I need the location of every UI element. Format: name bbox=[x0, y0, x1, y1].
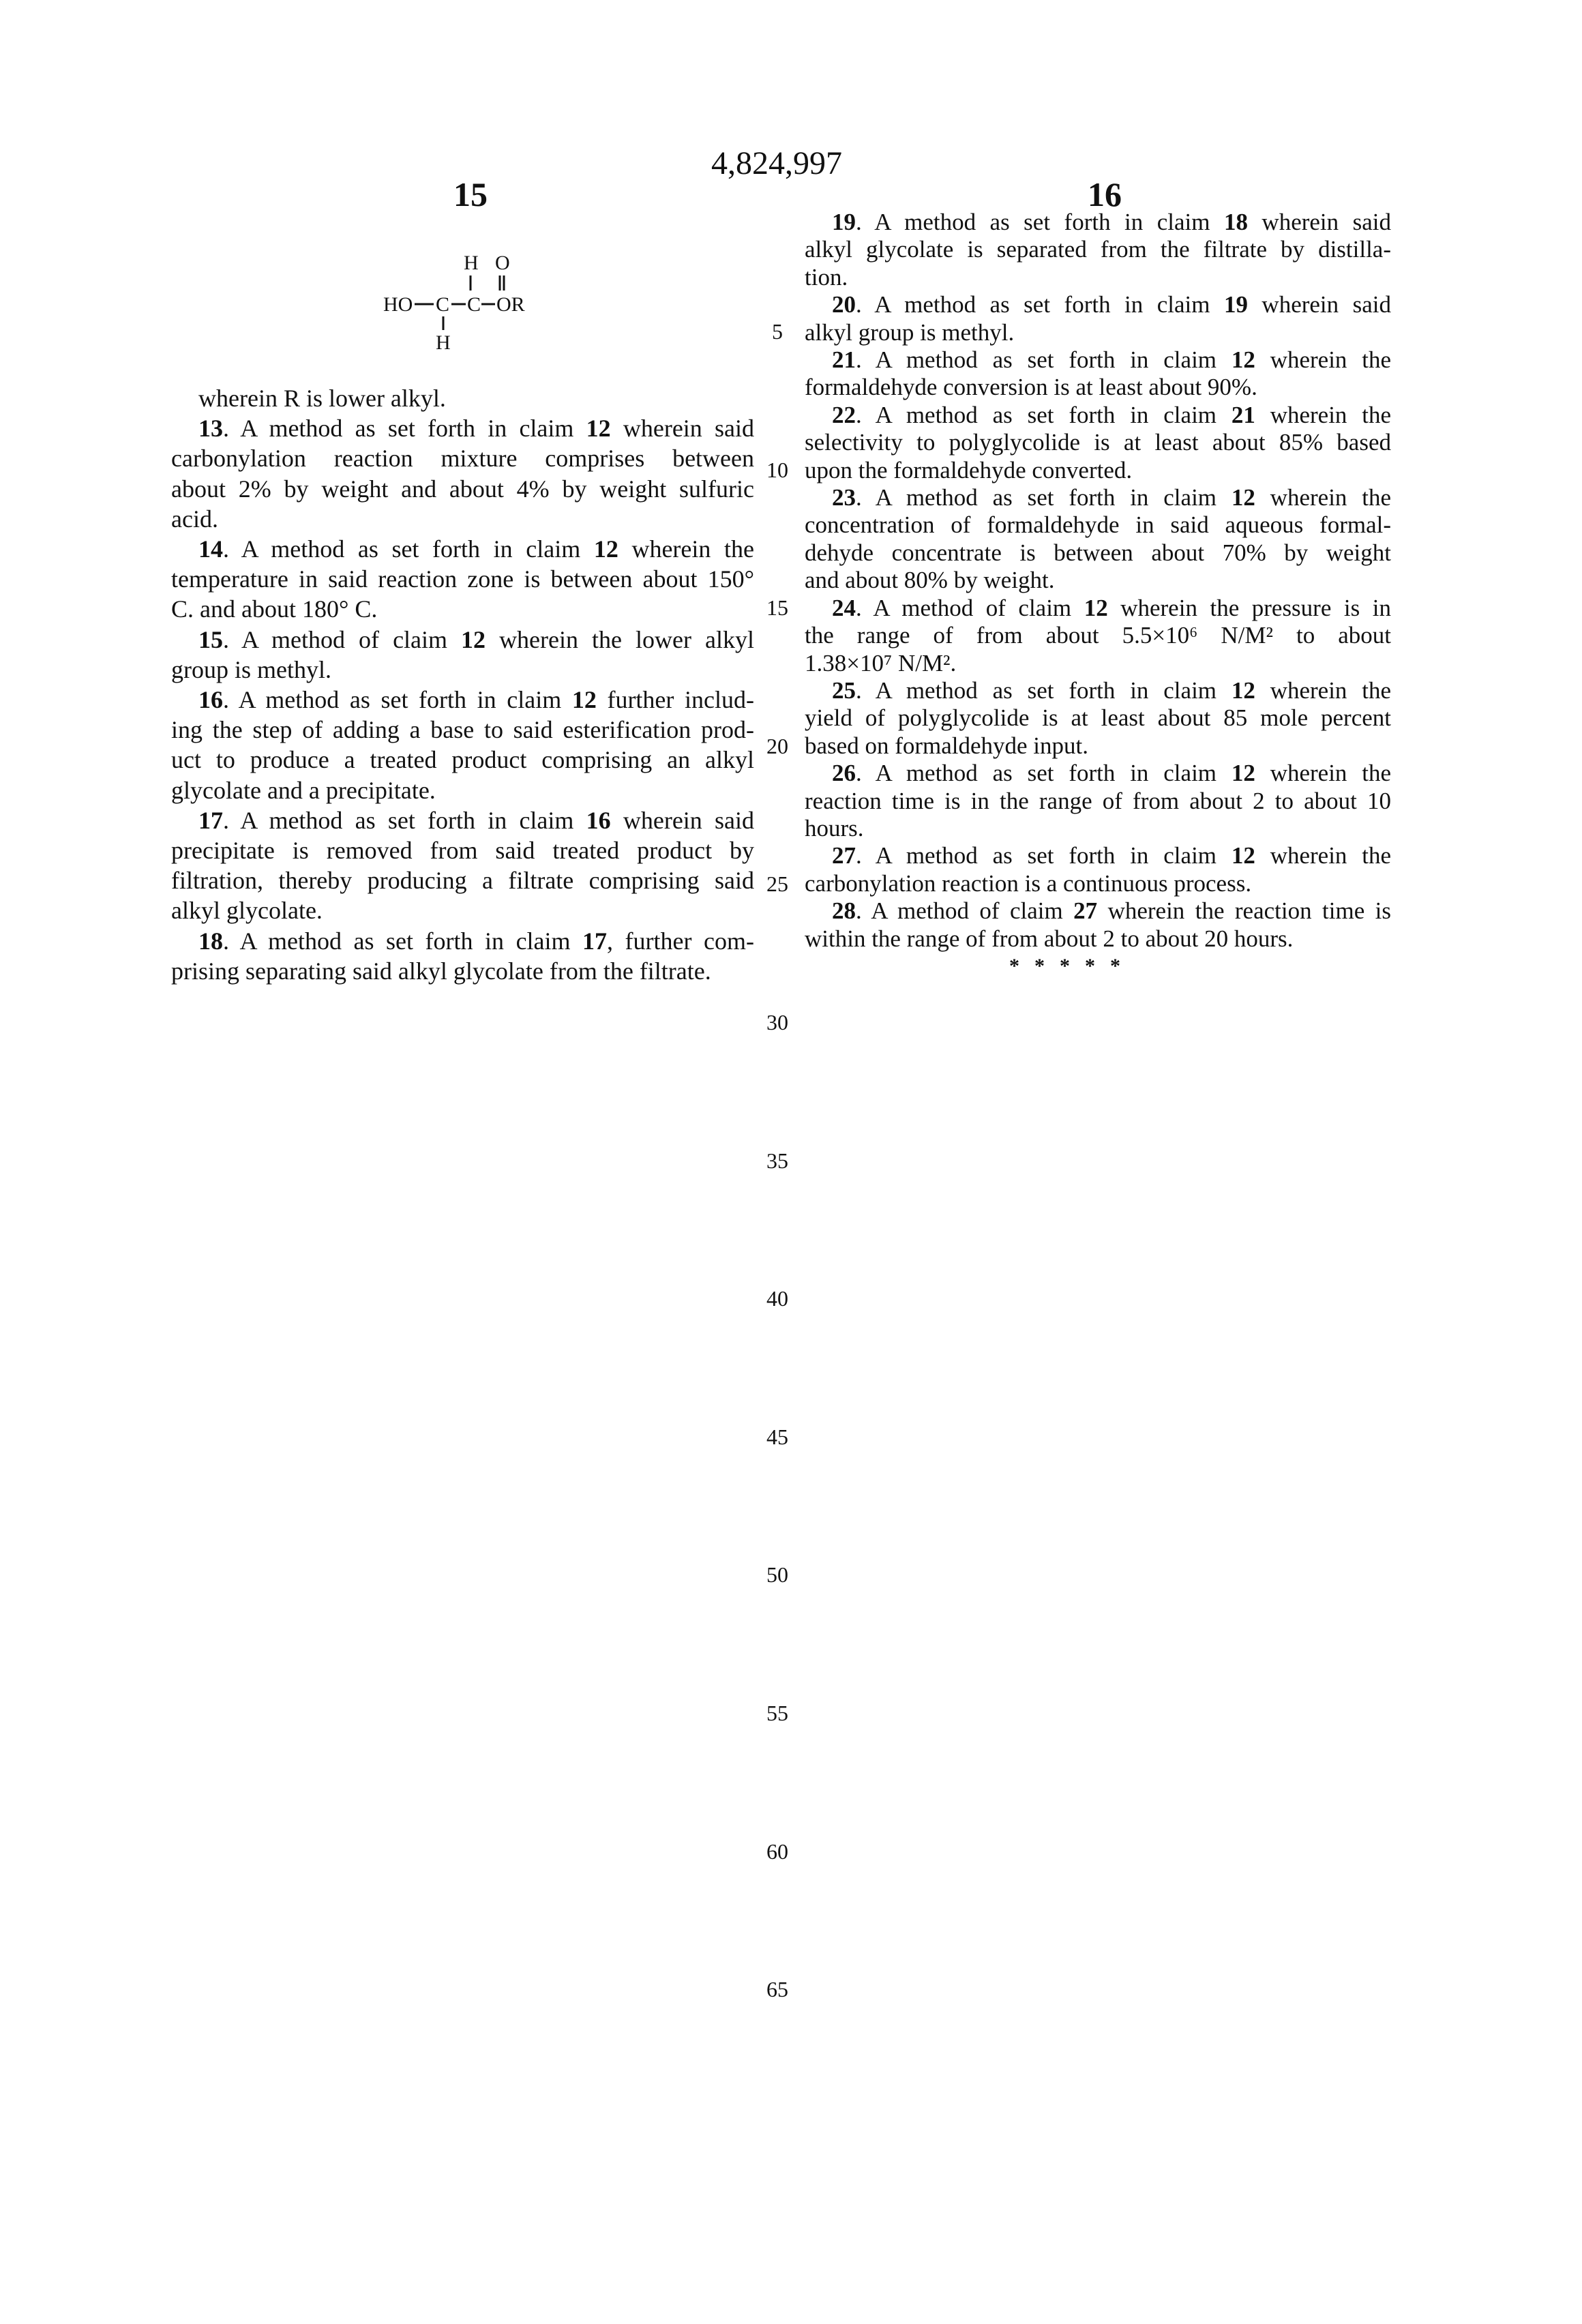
text-line bbox=[171, 685, 754, 715]
line-number: 5 bbox=[757, 319, 798, 344]
line-number: 65 bbox=[757, 1977, 798, 2002]
text-line bbox=[171, 715, 754, 745]
claim-paragraph bbox=[805, 842, 1391, 897]
claim-number: 12 bbox=[1084, 595, 1108, 621]
end-marker: ***** bbox=[1009, 955, 1135, 978]
claim-text: wherein the bbox=[618, 535, 754, 563]
claim-text: within the range of from about 2 to about 20 hours. bbox=[805, 925, 1293, 952]
text-line bbox=[171, 413, 754, 443]
text-line bbox=[171, 835, 754, 865]
claim-paragraph bbox=[171, 534, 754, 625]
claim-text: reaction time is in the range of from about 2 to about 10 bbox=[805, 788, 1391, 814]
claim-text: . A method as set forth in claim bbox=[223, 535, 594, 563]
text-line bbox=[805, 429, 1391, 456]
claim-number: 17 bbox=[582, 927, 607, 955]
claim-text: based on formaldehyde input. bbox=[805, 732, 1088, 759]
text-line bbox=[805, 511, 1391, 539]
claim-number: 13 bbox=[198, 415, 223, 442]
claim-paragraph bbox=[171, 383, 754, 413]
claim-paragraph bbox=[805, 484, 1391, 595]
claim-text: temperature in said reaction zone is between about 150° bbox=[171, 565, 754, 593]
text-line bbox=[171, 865, 754, 895]
claim-text: group is methyl. bbox=[171, 656, 331, 683]
claim-text: concentration of formaldehyde in said aqueous formal- bbox=[805, 511, 1391, 538]
text-line bbox=[805, 870, 1391, 897]
claim-text: . A method as set forth in claim bbox=[223, 807, 586, 834]
claim-number: 18 bbox=[1224, 209, 1248, 235]
claim-number: 25 bbox=[832, 677, 856, 704]
text-line bbox=[805, 457, 1391, 484]
formula-atom-h-bottom: H bbox=[436, 331, 451, 354]
claim-text: alkyl glycolate is separated from the filtrate by distilla- bbox=[805, 236, 1391, 263]
claim-text: carbonylation reaction is a continuous process. bbox=[805, 870, 1251, 897]
claim-text: . A method of claim bbox=[856, 595, 1084, 621]
text-line bbox=[805, 704, 1391, 732]
text-line bbox=[805, 484, 1391, 511]
text-line bbox=[805, 209, 1391, 236]
claim-paragraph bbox=[171, 625, 754, 685]
text-line bbox=[805, 236, 1391, 263]
claim-text: prising separating said alkyl glycolate from the filtrate. bbox=[171, 957, 711, 985]
text-line bbox=[805, 319, 1391, 346]
line-number: 15 bbox=[757, 595, 798, 621]
text-line bbox=[805, 677, 1391, 704]
text-line bbox=[171, 534, 754, 564]
formula-atom-o-top: O bbox=[495, 252, 510, 274]
claim-text: upon the formaldehyde converted. bbox=[805, 457, 1132, 483]
claim-number: 18 bbox=[198, 927, 223, 955]
claim-text: , further com- bbox=[607, 927, 754, 955]
chemical-structure-formula bbox=[368, 245, 559, 361]
claim-text: . A method as set forth in claim bbox=[856, 842, 1232, 869]
claim-text: wherein said bbox=[1248, 209, 1391, 235]
claim-paragraph bbox=[805, 209, 1391, 291]
claim-text: wherein the bbox=[1255, 484, 1391, 511]
claim-number: 20 bbox=[832, 291, 856, 318]
text-line bbox=[171, 504, 754, 534]
claim-text: . A method as set forth in claim bbox=[856, 346, 1232, 373]
claim-text: alkyl glycolate. bbox=[171, 897, 323, 924]
text-line bbox=[805, 760, 1391, 787]
line-number: 25 bbox=[757, 872, 798, 897]
claim-text: . A method as set forth in claim bbox=[856, 402, 1232, 428]
claim-text: the range of from about 5.5×10⁶ N/M² to about bbox=[805, 622, 1391, 649]
claim-number: 12 bbox=[461, 626, 486, 653]
text-line bbox=[805, 346, 1391, 374]
claim-text: hours. bbox=[805, 815, 864, 841]
text-line bbox=[171, 956, 754, 986]
claim-text: C. and about 180° C. bbox=[171, 595, 377, 623]
claim-text: wherein the pressure is in bbox=[1108, 595, 1391, 621]
line-number: 45 bbox=[757, 1425, 798, 1450]
claim-text: carbonylation reaction mixture comprises between bbox=[171, 445, 754, 472]
claim-paragraph bbox=[171, 413, 754, 534]
claim-text: . A method of claim bbox=[856, 897, 1073, 924]
claim-text: wherein the lower alkyl bbox=[486, 626, 754, 653]
text-line bbox=[171, 625, 754, 655]
formula-atom-h-top: H bbox=[464, 252, 479, 274]
line-number: 55 bbox=[757, 1701, 798, 1726]
claim-number: 12 bbox=[594, 535, 618, 563]
claim-number: 12 bbox=[1232, 484, 1255, 511]
text-line bbox=[171, 926, 754, 956]
claim-text: yield of polyglycolide is at least about 85 mole percent bbox=[805, 704, 1391, 731]
claim-paragraph bbox=[805, 677, 1391, 760]
claim-text: uct to produce a treated product comprising an alkyl bbox=[171, 746, 754, 773]
claim-number: 22 bbox=[832, 402, 856, 428]
claim-text: wherein the bbox=[1255, 842, 1391, 869]
claim-text: wherein said bbox=[1248, 291, 1391, 318]
claim-text: wherein the bbox=[1255, 677, 1391, 704]
text-line bbox=[171, 443, 754, 473]
claim-text: precipitate is removed from said treated product by bbox=[171, 837, 754, 864]
text-line bbox=[171, 805, 754, 835]
claim-text: formaldehyde conversion is at least about 90%. bbox=[805, 374, 1257, 400]
formula-atom-c1: C bbox=[436, 293, 449, 316]
claim-text: alkyl group is methyl. bbox=[805, 319, 1014, 346]
claim-text: tion. bbox=[805, 264, 848, 290]
claim-number: 14 bbox=[198, 535, 223, 563]
text-line bbox=[805, 842, 1391, 869]
claim-text: . A method as set forth in claim bbox=[856, 677, 1232, 704]
claim-text: wherein said bbox=[611, 807, 754, 834]
claim-paragraph bbox=[805, 595, 1391, 677]
formula-group-or: OR bbox=[496, 293, 525, 316]
claim-number: 12 bbox=[1232, 760, 1255, 786]
claim-number: 12 bbox=[1232, 842, 1255, 869]
claim-number: 12 bbox=[572, 686, 597, 713]
claim-text: acid. bbox=[171, 505, 218, 533]
claim-paragraph bbox=[805, 760, 1391, 842]
claim-text: further includ- bbox=[597, 686, 754, 713]
claim-text: filtration, thereby producing a filtrate comprising said bbox=[171, 867, 754, 894]
claim-text: 1.38×10⁷ N/M². bbox=[805, 650, 956, 676]
text-line bbox=[171, 474, 754, 504]
formula-atom-c2: C bbox=[467, 293, 481, 316]
text-line bbox=[805, 788, 1391, 815]
claim-number: 17 bbox=[198, 807, 223, 834]
text-line bbox=[171, 745, 754, 775]
claim-paragraph bbox=[171, 685, 754, 805]
claim-text: . A method as set forth in claim bbox=[223, 927, 582, 955]
text-line bbox=[805, 567, 1391, 594]
text-line bbox=[805, 291, 1391, 318]
claim-text: about 2% by weight and about 4% by weight sulfuric bbox=[171, 475, 754, 503]
line-number: 60 bbox=[757, 1839, 798, 1864]
claim-number: 21 bbox=[832, 346, 856, 373]
claim-number: 28 bbox=[832, 897, 856, 924]
text-line bbox=[171, 564, 754, 594]
right-column-claims bbox=[805, 209, 1391, 953]
claim-text: . A method as set forth in claim bbox=[856, 209, 1224, 235]
claim-text: and about 80% by weight. bbox=[805, 567, 1054, 593]
line-number: 10 bbox=[757, 458, 798, 483]
claim-number: 27 bbox=[1073, 897, 1097, 924]
claim-number: 16 bbox=[586, 807, 611, 834]
claim-paragraph bbox=[805, 346, 1391, 402]
patent-number: 4,824,997 bbox=[0, 145, 1553, 182]
text-line bbox=[171, 383, 754, 413]
text-line bbox=[805, 897, 1391, 925]
claim-number: 26 bbox=[832, 760, 856, 786]
left-column-claims bbox=[171, 383, 754, 986]
claim-text: . A method of claim bbox=[223, 626, 461, 653]
text-line bbox=[805, 622, 1391, 649]
right-column-number: 16 bbox=[1071, 175, 1139, 214]
claim-number: 12 bbox=[1232, 346, 1255, 373]
claim-text: selectivity to polyglycolide is at least about 85% based bbox=[805, 429, 1391, 456]
claim-paragraph bbox=[805, 402, 1391, 484]
text-line bbox=[805, 402, 1391, 429]
text-line bbox=[805, 264, 1391, 291]
text-line bbox=[805, 650, 1391, 677]
claim-paragraph bbox=[171, 926, 754, 986]
claim-number: 19 bbox=[832, 209, 856, 235]
line-number: 50 bbox=[757, 1562, 798, 1588]
claim-text: wherein the bbox=[1255, 760, 1391, 786]
claim-text: . A method as set forth in claim bbox=[223, 415, 586, 442]
claim-text: . A method as set forth in claim bbox=[856, 760, 1232, 786]
left-column-number: 15 bbox=[436, 175, 505, 214]
line-number: 20 bbox=[757, 734, 798, 759]
text-line bbox=[805, 374, 1391, 401]
claim-text: wherein the bbox=[1255, 346, 1391, 373]
text-line bbox=[171, 655, 754, 685]
claim-text: . A method as set forth in claim bbox=[856, 484, 1232, 511]
text-line bbox=[805, 732, 1391, 760]
claim-number: 21 bbox=[1232, 402, 1255, 428]
text-line bbox=[805, 925, 1391, 953]
claim-paragraph bbox=[805, 291, 1391, 346]
claim-number: 15 bbox=[198, 626, 223, 653]
line-number: 30 bbox=[757, 1010, 798, 1035]
text-line bbox=[805, 595, 1391, 622]
line-number: 35 bbox=[757, 1148, 798, 1174]
text-line bbox=[171, 895, 754, 925]
formula-group-ho: HO bbox=[383, 293, 413, 316]
text-line bbox=[171, 775, 754, 805]
claim-number: 27 bbox=[832, 842, 856, 869]
text-line bbox=[805, 815, 1391, 842]
claim-number: 19 bbox=[1224, 291, 1248, 318]
line-number: 40 bbox=[757, 1286, 798, 1311]
claim-paragraph bbox=[805, 897, 1391, 953]
claim-text: ing the step of adding a base to said esterification prod- bbox=[171, 716, 754, 743]
claim-paragraph bbox=[171, 805, 754, 926]
claim-text: . A method as set forth in claim bbox=[223, 686, 572, 713]
claim-text: . A method as set forth in claim bbox=[856, 291, 1224, 318]
claim-text: wherein the reaction time is bbox=[1097, 897, 1391, 924]
claim-number: 12 bbox=[1232, 677, 1255, 704]
claim-number: 23 bbox=[832, 484, 856, 511]
claim-number: 12 bbox=[586, 415, 611, 442]
text-line bbox=[171, 594, 754, 624]
claim-text: wherein the bbox=[1255, 402, 1391, 428]
claim-number: 16 bbox=[198, 686, 223, 713]
claim-text: wherein R is lower alkyl. bbox=[198, 385, 446, 412]
text-line bbox=[805, 539, 1391, 567]
claim-text: glycolate and a precipitate. bbox=[171, 777, 436, 804]
claim-text: wherein said bbox=[611, 415, 754, 442]
claim-text: dehyde concentrate is between about 70% by weight bbox=[805, 539, 1391, 566]
claim-number: 24 bbox=[832, 595, 856, 621]
